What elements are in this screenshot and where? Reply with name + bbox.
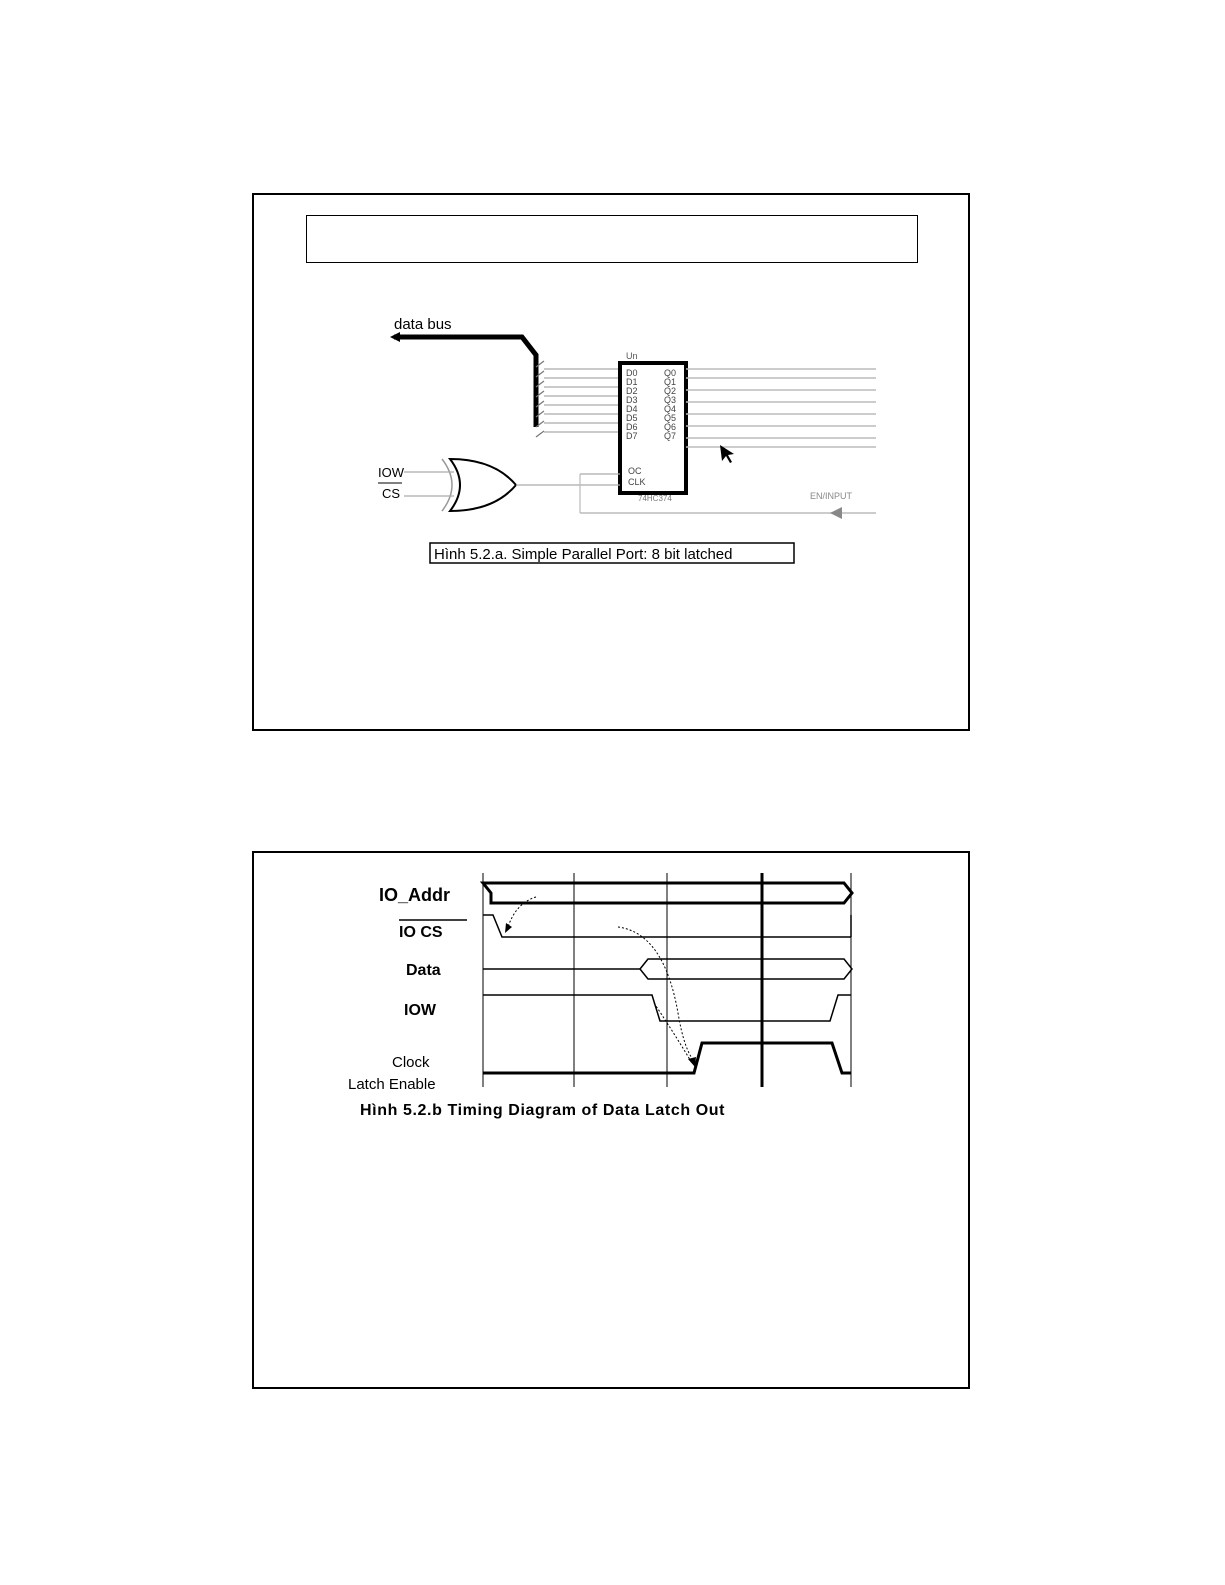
slide-timing-diagram — [252, 851, 970, 1389]
cs-label: CS — [382, 486, 401, 501]
label-latch-enable: Latch Enable — [348, 1076, 436, 1093]
pin-d3: D3 — [626, 395, 638, 405]
data-bus-line — [394, 337, 536, 427]
output-lines — [686, 369, 876, 447]
pin-q1: Q1 — [664, 377, 677, 387]
part-number-label: 74HC374 — [638, 494, 672, 503]
label-io-addr: IO_Addr — [379, 885, 451, 905]
input-arrow-icon — [830, 507, 842, 519]
latch-schematic — [254, 195, 968, 729]
or-gate — [450, 459, 516, 511]
pin-d5: D5 — [626, 413, 638, 423]
pin-q2: Q2 — [664, 386, 677, 396]
d-pin-labels — [626, 368, 638, 441]
data-bus-label: data bus — [394, 316, 452, 333]
q-pin-labels — [664, 368, 676, 441]
pin-q0: Q0 — [664, 368, 677, 378]
data-wave — [640, 959, 852, 979]
pin-q7: Q7 — [664, 431, 677, 441]
pin-clk: CLK — [628, 477, 646, 487]
input-signal-label: EN/INPUT — [810, 491, 853, 501]
iow-label: IOW — [378, 465, 404, 480]
label-clock: Clock — [392, 1054, 430, 1071]
pin-q4: Q4 — [664, 404, 677, 414]
pin-d4: D4 — [626, 404, 638, 414]
chip-ref-label: Un — [626, 351, 638, 361]
data-bus-arrow — [390, 332, 400, 342]
pin-d6: D6 — [626, 422, 638, 432]
slide-parallel-port — [252, 193, 970, 731]
pin-q3: Q3 — [664, 395, 677, 405]
input-lines — [544, 369, 620, 432]
pin-q5: Q5 — [664, 413, 677, 423]
pin-d2: D2 — [626, 386, 638, 396]
pin-oc: OC — [628, 466, 642, 476]
label-data: Data — [406, 962, 441, 979]
timing-diagram — [254, 853, 968, 1387]
label-iow: IOW — [404, 1002, 436, 1019]
pin-q6: Q6 — [664, 422, 677, 432]
pin-d7: D7 — [626, 431, 638, 441]
pin-d0: D0 — [626, 368, 638, 378]
timing-grid — [483, 873, 851, 1087]
label-io-cs: IO CS — [399, 924, 443, 941]
pin-d1: D1 — [626, 377, 638, 387]
caption-a: Hình 5.2.a. Simple Parallel Port: 8 bit latched — [434, 546, 733, 563]
caption-b: Hình 5.2.b Timing Diagram of Data Latch Out — [360, 1102, 726, 1119]
